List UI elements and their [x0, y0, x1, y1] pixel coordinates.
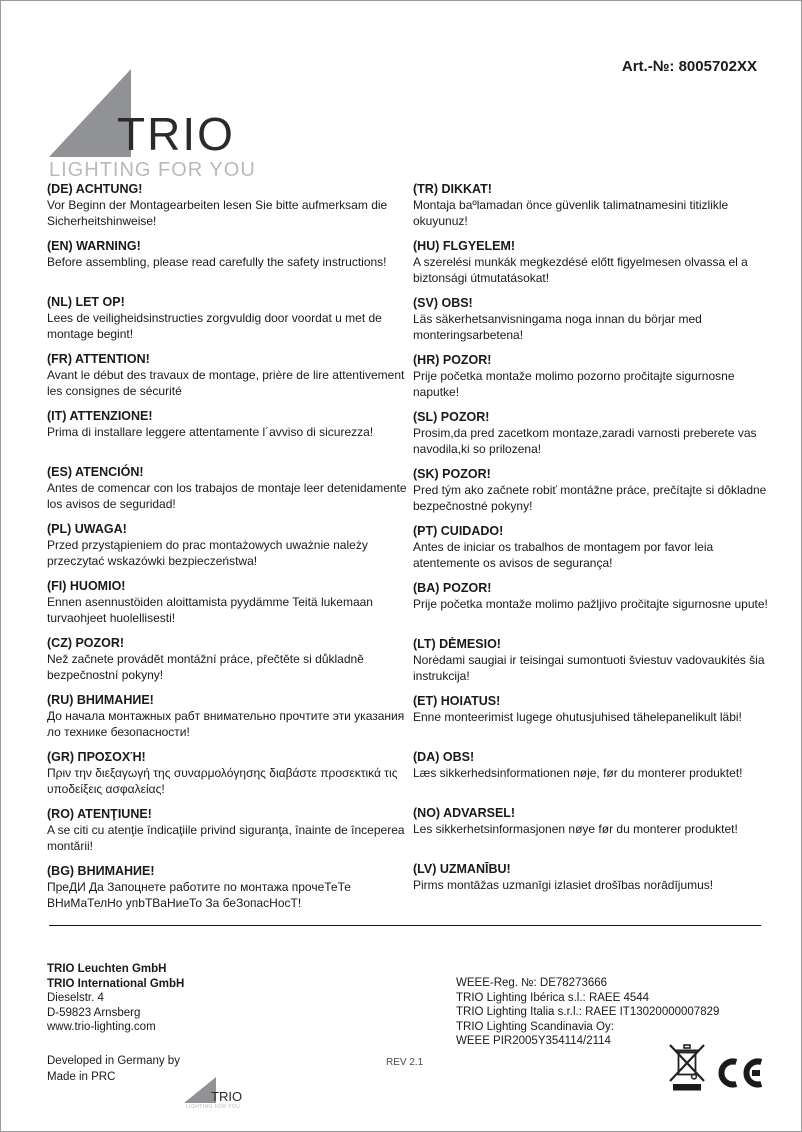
- warning-block-sl: [413, 409, 769, 457]
- warning-block-pl: [47, 521, 407, 569]
- warning-heading: (CZ) POZOR!: [47, 636, 125, 650]
- warning-heading: (RU) ВНИМАНИЕ!: [47, 693, 154, 707]
- warning-heading: (HU) FLGYELEM!: [413, 239, 516, 253]
- warning-block-lt: [413, 636, 769, 684]
- company-name-2: TRIO International GmbH: [47, 977, 185, 990]
- warning-heading: (EN) WARNING!: [47, 239, 141, 253]
- warning-body: A szerelési munkák megkezdésé előtt figyelmesen olvassa el a biztonsági útmutatásokat!: [413, 255, 748, 285]
- warning-block-nl: [47, 294, 407, 342]
- revision-label: REV 2.1: [386, 1057, 424, 1068]
- warning-block-ro: [47, 806, 407, 854]
- weee-reg-de: WEEE-Reg. №: DE78273666: [456, 977, 608, 989]
- warning-block-es: [47, 464, 407, 512]
- warning-body: Prosim,da pred zacetkom montaze,zaradi varnosti preberete vas navodila,ki so prilozena!: [413, 426, 757, 456]
- warning-block-hr: [413, 352, 769, 400]
- warning-body: A se citi cu atenţie îndicaţiile privind siguranţa, înainte de începerea montării!: [47, 823, 405, 853]
- weee-crossed-out-bin-icon: [668, 1043, 706, 1098]
- warning-body: Prije početka montaže molimo pozorno pročitajte sigurnosne naputke!: [413, 369, 735, 399]
- warning-body: Avant le début des travaux de montage, prière de lire attentivement les consignes de sécurité: [47, 368, 405, 398]
- warning-heading: (PT) CUIDADO!: [413, 524, 504, 538]
- warning-body: Pred tým ako začnete robiť montážne práce, prečítajte si dôkladne bezpečnostné pokyny!: [413, 483, 767, 513]
- warning-heading: (NO) ADVARSEL!: [413, 806, 516, 820]
- warnings-left-column: [47, 181, 407, 920]
- origin-line-1: Developed in Germany by: [47, 1055, 180, 1067]
- warning-heading: (FR) ATTENTION!: [47, 352, 150, 366]
- warning-block-bg: [47, 863, 407, 911]
- ce-mark-icon: [715, 1056, 765, 1095]
- warning-body: Prije početka montaže molimo pažljivo pročitajte sigurnosne upute!: [413, 597, 768, 611]
- warning-block-hu: [413, 238, 769, 286]
- warning-body: Pirms montāžas uzmanīgi izlasiet drošības norādījumus!: [413, 878, 714, 892]
- warning-body: Montaja baºlamadan önce güvenlik talimatnamesini titizlikle okuyunuz!: [413, 198, 729, 228]
- warning-body: Before assembling, please read carefully the safety instructions!: [47, 255, 387, 269]
- warning-block-tr: [413, 181, 769, 229]
- warning-block-de: [47, 181, 407, 229]
- warning-heading: (SV) OBS!: [413, 296, 473, 310]
- warning-heading: (ES) ATENCIÓN!: [47, 465, 144, 479]
- warning-heading: (PL) UWAGA!: [47, 522, 127, 536]
- logo-brand-text: TRIO: [211, 1089, 243, 1104]
- warning-block-lv: [413, 861, 769, 908]
- origin-note: [47, 1053, 180, 1085]
- warning-heading: (LV) UZMANĪBU!: [413, 862, 511, 876]
- warning-block-fi: [47, 578, 407, 626]
- logo-tagline: LIGHTING FOR YOU: [49, 159, 256, 181]
- warning-block-en: [47, 238, 407, 285]
- warning-block-sk: [413, 466, 769, 514]
- warning-body: Läs säkerhetsanvisningama noga innan du börjar med monteringsarbetena!: [413, 312, 702, 342]
- origin-line-2: Made in PRC: [47, 1071, 116, 1083]
- warning-heading: (BA) POZOR!: [413, 581, 492, 595]
- warning-body: До начала монтажных рабт внимательно прочтите эти указания ло технике безопасности!: [47, 709, 405, 739]
- warning-block-it: [47, 408, 407, 455]
- logo-tagline: LIGHTING FOR YOU: [186, 1104, 241, 1110]
- warning-body: Πριν την διεξαγωγή της συναρμολόγησης διαβάστε προσεκτικά τις υποδείξεις ασφαλείας!: [47, 766, 398, 796]
- weee-reg-pir: WEEE PIR2005Y354114/2114: [456, 1035, 611, 1047]
- trio-logo-small: [184, 1075, 254, 1111]
- warning-heading: (TR) DIKKAT!: [413, 182, 492, 196]
- warning-heading: (ET) HOIATUS!: [413, 694, 501, 708]
- warnings-right-column: [413, 181, 769, 920]
- warning-body: Przed przystąpieniem do prac montażowych uważnie należy przeczytać wskazówki bezpieczeństwa!: [47, 538, 368, 568]
- warning-block-ru: [47, 692, 407, 740]
- warning-body: Læs sikkerhedsinformationen nøje, før du monterer produktet!: [413, 766, 743, 780]
- warning-block-ba: [413, 580, 769, 627]
- warning-body: Antes de iniciar os trabalhos de montagem por favor leia atentemente os avisos de segurança!: [413, 540, 714, 570]
- weee-reg-italia: TRIO Lighting Italia s.r.l.: RAEE IT13020000007829: [456, 1006, 720, 1018]
- weee-reg-scandinavia: TRIO Lighting Scandinavia Oy:: [456, 1020, 614, 1033]
- warning-body: ПреДИ Да Запоцнете работите по монтажа прочеТеТе ВНиМаТелНо упbТВаНиеТо За беЗопасНосТ!: [47, 880, 351, 910]
- warning-heading: (RO) ATENŢIUNE!: [47, 807, 152, 821]
- warning-heading: (NL) LET OP!: [47, 295, 125, 309]
- logo-brand-text: TRIO: [117, 108, 235, 160]
- warning-block-no: [413, 805, 769, 852]
- warning-heading: (FI) HUOMIO!: [47, 579, 126, 593]
- warning-block-fr: [47, 351, 407, 399]
- warning-heading: (SL) POZOR!: [413, 410, 490, 424]
- warning-body: Norėdami saugiai ir teisingai sumontuoti šviestuv vadovaukitės šia instrukcija!: [413, 653, 765, 683]
- warning-heading: (LT) DĖMESIO!: [413, 637, 501, 651]
- warning-body: Lees de veiligheidsinstructies zorgvuldig door voordat u met de montage begint!: [47, 311, 382, 341]
- warning-body: Enne monteerimist lugege ohutusjuhised tähelepanelikult läbi!: [413, 710, 742, 724]
- warning-body: Les sikkerhetsinformasjonen nøye før du monterer produktet!: [413, 822, 738, 836]
- company-address: [47, 962, 184, 1035]
- warning-heading: (HR) POZOR!: [413, 353, 492, 367]
- warnings-grid: [47, 181, 769, 920]
- warning-body: Ennen asennustöiden aloittamista pyydämme Teitä lukemaan turvaohjeet huolellisesti!: [47, 595, 373, 625]
- footer-divider: [49, 925, 761, 926]
- warning-body: Antes de comencar con los trabajos de montaje leer detenidamente los avisos de seguridad!: [47, 481, 407, 511]
- warning-body: Vor Beginn der Montagearbeiten lesen Sie bitte aufmerksam die Sicherheitshinweise!: [47, 198, 388, 228]
- weee-reg-iberica: TRIO Lighting Ibérica s.l.: RAEE 4544: [456, 991, 650, 1004]
- warning-heading: (GR) ΠΡΟΣΟΧΉ!: [47, 750, 146, 764]
- warning-block-da: [413, 749, 769, 796]
- warning-body: Než začnete provádět montážní práce, přečtěte si důkladně bezpečnostní pokyny!: [47, 652, 364, 682]
- warning-block-cz: [47, 635, 407, 683]
- article-number: Art.-№: 8005702XX: [621, 58, 757, 75]
- company-street: Dieselstr. 4: [47, 992, 104, 1004]
- warning-block-et: [413, 693, 769, 740]
- warning-heading: (IT) ATTENZIONE!: [47, 409, 153, 423]
- company-name-1: TRIO Leuchten GmbH: [47, 963, 167, 975]
- warning-heading: (SK) POZOR!: [413, 467, 491, 481]
- warning-block-sv: [413, 295, 769, 343]
- company-city: D-59823 Arnsberg: [47, 1006, 141, 1019]
- warning-block-pt: [413, 523, 769, 571]
- company-website: www.trio-lighting.com: [47, 1021, 156, 1033]
- warning-block-gr: [47, 749, 407, 797]
- warning-heading: (DE) ACHTUNG!: [47, 182, 143, 196]
- trio-logo: [49, 67, 269, 179]
- warning-body: Prima di installare leggere attentamente l´avviso di sicurezza!: [47, 425, 374, 439]
- weee-registrations: [456, 976, 719, 1049]
- warning-heading: (BG) ВНИМАНИЕ!: [47, 864, 155, 878]
- warning-heading: (DA) OBS!: [413, 750, 475, 764]
